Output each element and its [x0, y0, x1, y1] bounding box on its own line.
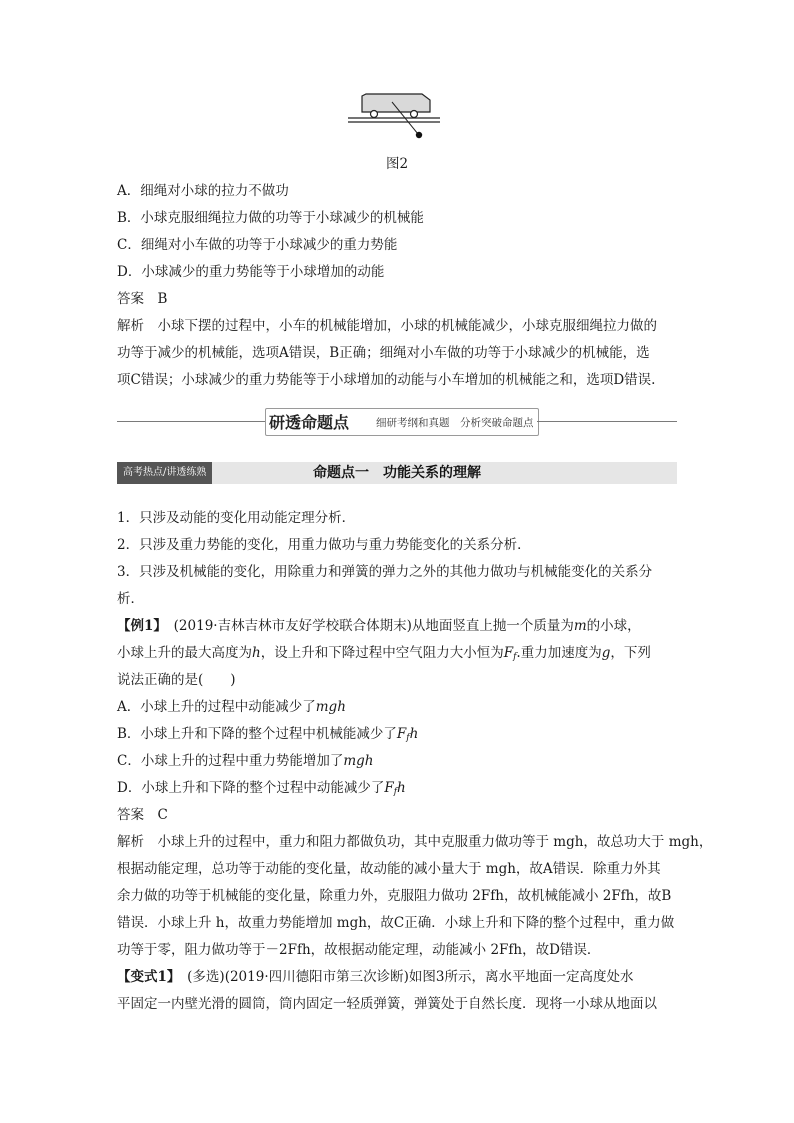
example-1-line-2: 小球上升的最大高度为h，设上升和下降过程中空气阻力大小恒为$F_f$.重力加速度为g，下列 [117, 645, 651, 662]
example-option-d: D．小球上升和下降的整个过程中动能减少了$F_fh$ [117, 780, 406, 797]
option-c: C．细绳对小车做的功等于小球减少的重力势能 [117, 237, 398, 253]
answer-2: 答案 C [117, 807, 168, 823]
example-1-label: 【例1】 [117, 618, 161, 634]
point-1: 1．只涉及动能的变化用动能定理分析． [117, 510, 356, 526]
analysis-2-line-4: 错误．小球上升 h，故重力势能增加 mgh，故C正确．小球上升和下降的整个过程中，重力做 [117, 915, 675, 931]
topic-bar [117, 462, 677, 484]
variant-1-line-2: 平固定一内壁光滑的圆筒，筒内固定一轻质弹簧，弹簧处于自然长度．现将一小球从地面以 [117, 996, 657, 1012]
analysis-1-line-3: 项C错误；小球减少的重力势能等于小球增加的动能与小车增加的机械能之和，选项D错误. [117, 372, 656, 388]
point-3: 3．只涉及机械能的变化，用除重力和弹簧的弹力之外的其他力做功与机械能变化的关系分 [117, 564, 653, 580]
figure-caption: 图2 [385, 156, 409, 172]
option-b: B．小球克服细绳拉力做的功等于小球减少的机械能 [117, 210, 424, 226]
banner-title: 研透命题点 [269, 413, 350, 432]
topic-title: 命题点一 功能关系的理解 [313, 465, 481, 481]
answer-1: 答案 B [117, 291, 168, 307]
point-2: 2．只涉及重力势能的变化，用重力做功与重力势能变化的关系分析． [117, 537, 531, 553]
banner-rule-left [117, 421, 265, 422]
analysis-1-line-2: 功等于减少的机械能，选项A错误，B正确；细绳对小车做的功等于小球减少的机械能，选 [117, 345, 650, 361]
variant-1-label: 【变式1】 [117, 969, 174, 985]
example-option-c: C．小球上升的过程中重力势能增加了mgh [117, 753, 374, 769]
example-1-line-3: 说法正确的是( ) [117, 672, 236, 688]
example-option-b: B．小球上升和下降的整个过程中机械能减少了$F_fh$ [117, 726, 419, 743]
cart-pendulum-figure [340, 88, 450, 148]
example-option-a: A．小球上升的过程中动能减少了mgh [117, 699, 346, 715]
point-3-cont: 析． [117, 591, 144, 607]
option-a: A．细绳对小球的拉力不做功 [117, 183, 289, 199]
analysis-1-line-1: 解析 小球下摆的过程中，小车的机械能增加，小球的机械能减少，小球克服细绳拉力做的 [117, 318, 657, 334]
example-1-line-1: 【例1】 (2019·吉林吉林市友好学校联合体期末)从地面竖直上抛一个质量为m的小球， [117, 618, 641, 634]
analysis-2-line-3: 余力做的功等于机械能的变化量，除重力外，克服阻力做功 2Ffh，故机械能减小 2Ffh，故B [117, 888, 672, 904]
variant-1-line-1: 【变式1】 (多选)(2019·四川德阳市第三次诊断)如图3所示，离水平地面一定高度处水 [117, 969, 634, 985]
topic-tag: 高考热点/讲透练熟 [117, 462, 212, 484]
analysis-2-line-2: 根据动能定理，总功等于动能的变化量，故动能的减小量大于 mgh，故A错误．除重力外其 [117, 861, 661, 877]
option-d: D．小球减少的重力势能等于小球增加的动能 [117, 264, 385, 280]
analysis-2-line-1: 解析 小球上升的过程中，重力和阻力都做负功，其中克服重力做功等于 mgh，故总功大于 mgh， [117, 834, 713, 850]
banner-subtitle: 细研考纲和真题 分析突破命题点 [376, 417, 534, 429]
section-banner [117, 408, 677, 436]
banner-rule-right [537, 421, 677, 422]
analysis-2-line-5: 功等于零，阻力做功等于－2Ffh，故根据动能定理，动能减小 2Ffh，故D错误． [117, 942, 601, 958]
